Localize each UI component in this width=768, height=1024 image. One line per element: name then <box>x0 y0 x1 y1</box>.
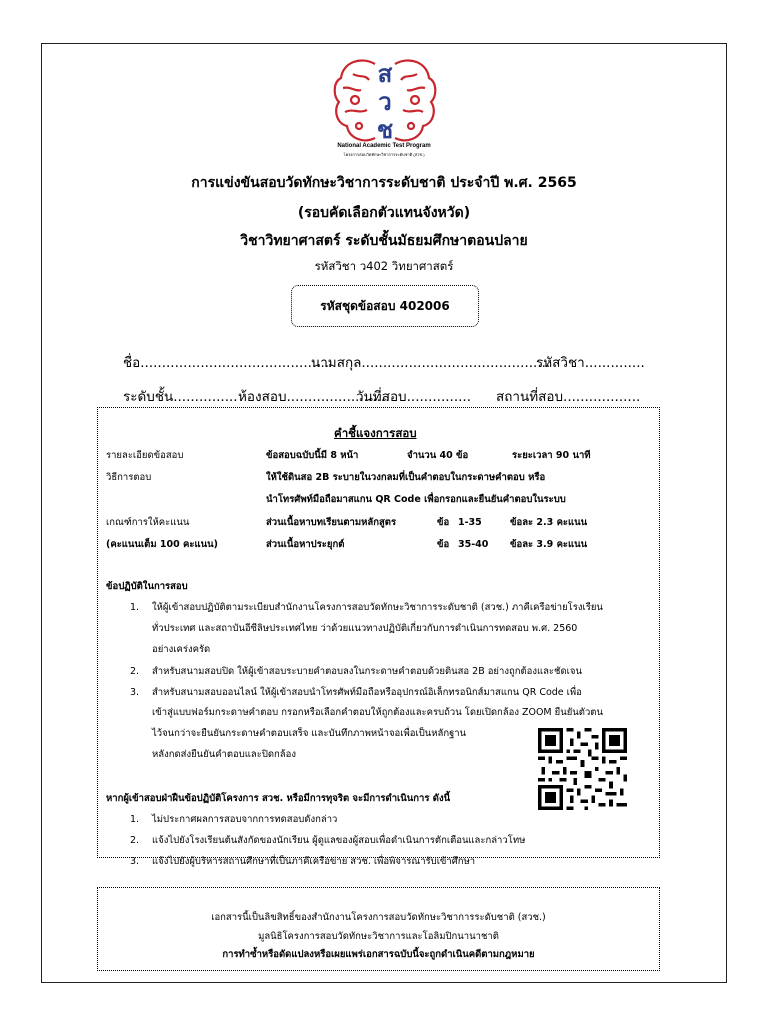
rule-3-line-2: เข้าสู่แบบฟอร์มกระดาษคำตอบ กรอกหรือเลือกคำตอบให้ถูกต้องและครบถ้วน โดยเปิดกล้อง ZOOM ยืนยันตัวตน <box>152 707 603 718</box>
subject-code: รหัสวิชา ว402 วิทยาศาสตร์ <box>314 259 454 273</box>
details-time: ระยะเวลา 90 นาที <box>512 450 591 461</box>
method-line-2: นำโทรศัพท์มือถือมาสแกน QR Code เพื่อกรอกและยืนยันคำตอบในระบบ <box>266 494 566 505</box>
rule-3-line-3: ไว้จนกว่าจะยืนยันกระดาษคำตอบเสร็จ และบันทึกภาพหน้าจอเพื่อเป็นหลักฐาน <box>152 728 467 739</box>
details-count: จำนวน 40 ข้อ <box>407 450 469 461</box>
rule-1-line-2: ทั่วประเทศ และสถาบันอีซีลิษประเทศไทย ว่าด้วยแนวทางปฏิบัติเกี่ยวกับการดำเนินการทดสอบ พ.ศ. 2560 <box>152 623 578 634</box>
scoring-items-2: 35-40 <box>458 539 489 550</box>
qr-code-icon[interactable] <box>538 728 627 810</box>
logo-letter-2: ว <box>378 88 392 116</box>
violation-item-3: แจ้งไปยังผู้บริหารสถานศึกษาที่เป็นภาคีเครือข่าย สวช. เพื่อพิจารณารับเข้าศึกษา <box>152 856 476 867</box>
rule-number: 1. <box>130 602 140 613</box>
exam-title: การแข่งขันสอบวัดทักษะวิชาการระดับชาติ ประจำปี พ.ศ. 2565 <box>191 175 577 191</box>
scoring-label: เกณฑ์การให้คะแนน <box>106 517 190 528</box>
rule-number: 2. <box>130 666 140 677</box>
exam-round: (รอบคัดเลือกตัวแทนจังหวัด) <box>297 205 471 221</box>
scoring-each-1: ข้อละ 2.3 คะแนน <box>510 517 588 528</box>
scoring-part-2: ส่วนเนื้อหาประยุกต์ <box>266 539 345 550</box>
rule-1-line-3: อย่างเคร่งครัด <box>152 644 211 655</box>
rule-3-line-1: สำหรับสนามสอบออนไลน์ ให้ผู้เข้าสอบนำโทรศัพท์มือถือหรืออุปกรณ์อิเล็กทรอนิกส์มาสแกน QR Code เพื่อ <box>152 687 582 698</box>
logo-sub-caption: โครงการสอบวัดทักษะวิชาการระดับชาติ (สวช.) <box>343 152 425 157</box>
violation-item-2: แจ้งไปยังโรงเรียนต้นสังกัดของนักเรียน ผู้ดูแลของผู้สอบเพื่อดำเนินการตักเตือนและกล่าวโทษ <box>152 835 526 846</box>
grade-field[interactable]: ระดับชั้น............... <box>123 389 238 405</box>
violation-number: 1. <box>130 814 140 825</box>
rule-number: 3. <box>130 687 140 698</box>
copyright-line-2: มูลนิธิโครงการสอบวัดทักษะวิชาการและโอลิมปิกนานาชาติ <box>258 931 499 942</box>
total-score-label: (คะแนนเต็ม 100 คะแนน) <box>106 539 218 550</box>
rule-1-line-1: ให้ผู้เข้าสอบปฏิบัติตามระเบียบสำนักงานโครงการสอบวัดทักษะวิชาการระดับชาติ (สวช.) ภาคีเครือข่ายโรงเรียน <box>152 602 603 613</box>
instructions-heading: คำชี้แจงการสอบ <box>334 426 417 440</box>
nat-test-logo <box>331 54 439 152</box>
subject-code-field[interactable]: รหัสวิชา.............. <box>536 355 645 371</box>
details-label: รายละเอียดข้อสอบ <box>106 450 184 461</box>
violation-item-1: ไม่ประกาศผลการสอบจากการทดสอบดังกล่าว <box>152 814 338 825</box>
surname-field[interactable]: นามสกุล............................................ <box>311 355 551 371</box>
violation-number: 2. <box>130 835 140 846</box>
name-field[interactable]: ชื่อ............................................ <box>123 355 330 371</box>
rule-3-line-4: หลังกดส่งยืนยันคำตอบและปิดกล้อง <box>152 749 296 760</box>
logo-letter-3: ช <box>376 116 394 144</box>
method-line-1: ให้ใช้ดินสอ 2B ระบายในวงกลมที่เป็นคำตอบในกระดาษคำตอบ หรือ <box>266 472 546 483</box>
exam-set-code: รหัสชุดข้อสอบ 402006 <box>291 285 479 327</box>
logo-letter-1: ส <box>377 60 393 88</box>
scoring-items-1: 1-35 <box>458 517 482 528</box>
exam-venue-field[interactable]: สถานที่สอบ.................. <box>496 389 641 405</box>
logo-caption: National Academic Test Program <box>337 143 431 149</box>
scoring-part-1: ส่วนเนื้อหาบทเรียนตามหลักสูตร <box>266 517 397 528</box>
scoring-each-2: ข้อละ 3.9 คะแนน <box>510 539 588 550</box>
method-label: วิธีการตอบ <box>106 472 152 483</box>
violation-heading: หากผู้เข้าสอบฝ่าฝืนข้อปฏิบัติโครงการ สวช. หรือมีการทุจริต จะมีการดำเนินการ ดังนี้ <box>106 793 451 804</box>
scoring-item-word-1: ข้อ <box>437 517 450 528</box>
copyright-line-1: เอกสารนี้เป็นลิขสิทธิ์ของสำนักงานโครงการสอบวัดทักษะวิชาการระดับชาติ (สวช.) <box>211 912 546 923</box>
rule-2-line-1: สำหรับสนามสอบปิด ให้ผู้เข้าสอบระบายคำตอบลงในกระดาษคำตอบด้วยดินสอ 2B อย่างถูกต้องและชัดเจน <box>152 666 582 677</box>
exam-subject: วิชาวิทยาศาสตร์ ระดับชั้นมัธยมศึกษาตอนปลาย <box>240 233 528 249</box>
violation-number: 3. <box>130 856 140 867</box>
exam-date-field[interactable]: วันที่สอบ............... <box>356 389 471 405</box>
scoring-item-word-2: ข้อ <box>437 539 450 550</box>
rules-heading: ข้อปฏิบัติในการสอบ <box>106 581 188 592</box>
copyright-line-3: การทำซ้ำหรือดัดแปลงหรือเผยแพร่เอกสารฉบับนี้จะถูกดำเนินคดีตามกฎหมาย <box>222 949 535 960</box>
exam-room-field[interactable]: ห้องสอบ........................ <box>238 389 390 405</box>
details-pages: ข้อสอบฉบับนี้มี 8 หน้า <box>266 450 359 461</box>
